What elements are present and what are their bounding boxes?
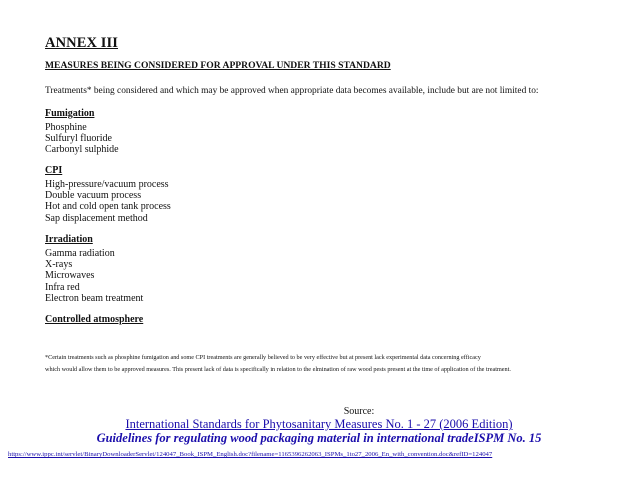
section-heading-controlled-atmosphere: Controlled atmosphere (45, 314, 144, 325)
list-item: Phosphine (45, 122, 87, 133)
section-heading-cpi: CPI (45, 165, 63, 176)
list-item: Electron beam treatment (45, 292, 144, 304)
list-cpi (45, 179, 171, 224)
list-item: X-rays (45, 259, 73, 271)
list-item: Double vacuum process (45, 190, 142, 202)
intro-paragraph: Treatments* being considered and which may be approved when appropriate data becomes available, include but are not limited to: (45, 86, 539, 96)
list-item: Sap displacement method (45, 212, 148, 224)
list-item: High-pressure/vacuum process (45, 179, 169, 190)
source-guideline-title[interactable]: Guidelines for regulating wood packaging material in international tradeISPM No. 15 (96, 431, 542, 445)
section-heading-irradiation: Irradiation (45, 234, 93, 245)
list-item: Hot and cold open tank process (45, 201, 171, 213)
source-standard-link[interactable]: International Standards for Phytosanitary Measures No. 1 - 27 (2006 Edition) (125, 417, 513, 431)
annex-subtitle: MEASURES BEING CONSIDERED FOR APPROVAL UNDER THIS STANDARD (45, 60, 391, 71)
footnote (45, 352, 511, 376)
list-item: Carbonyl sulphide (45, 144, 119, 156)
list-item: Microwaves (45, 270, 95, 282)
source-url-link[interactable]: https://www.ippc.int/servlet/BinaryDownloaderServlet/124047_Book_ISPM_English.doc?filename=1165396262063_ISPMs_1to27_2006_En_with_convention.doc&refID=124047 (8, 451, 493, 458)
footnote-line: which would allow them to be approved measures. This present lack of data is specifically in relation to the elmination of raw wood pests present at the time of application of the treatment. (45, 366, 511, 373)
list-item: Sulfuryl fluoride (45, 133, 112, 145)
section-controlled-atmosphere (45, 314, 143, 328)
list-irradiation (45, 248, 143, 304)
annex-title: ANNEX III (45, 35, 119, 51)
list-item: Infra red (45, 281, 80, 293)
section-fumigation (45, 108, 119, 156)
source-label: Source: (343, 406, 375, 417)
section-irradiation (45, 234, 143, 304)
list-fumigation (45, 122, 119, 156)
section-cpi (45, 165, 171, 224)
section-heading-fumigation: Fumigation (45, 108, 95, 119)
footnote-line: *Certain treatments such as phosphine fumigation and some CPI treatments are generally believed to be very effective but at present lack experimental data concerning efficacy (45, 354, 481, 361)
list-item: Gamma radiation (45, 248, 115, 259)
